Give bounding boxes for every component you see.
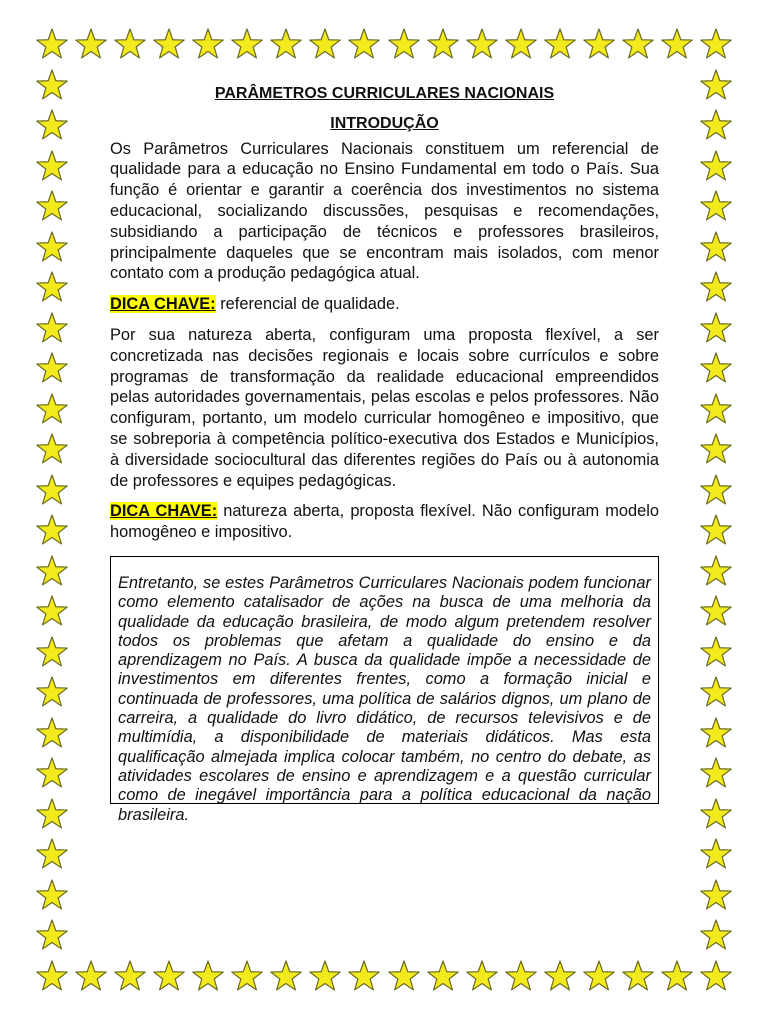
star-icon xyxy=(35,595,69,629)
star-icon xyxy=(699,676,733,710)
star-icon xyxy=(699,109,733,143)
star-icon xyxy=(699,757,733,791)
star-icon xyxy=(35,433,69,467)
star-icon xyxy=(699,514,733,548)
star-icon xyxy=(699,919,733,953)
star-icon xyxy=(699,190,733,224)
star-icon xyxy=(74,28,108,62)
star-icon xyxy=(699,28,733,62)
key-tip-label: DICA CHAVE: xyxy=(110,502,218,521)
star-icon xyxy=(35,919,69,953)
star-icon xyxy=(699,717,733,751)
star-icon xyxy=(35,798,69,832)
star-icon xyxy=(699,636,733,670)
star-icon xyxy=(347,28,381,62)
paragraph-nature: Por sua natureza aberta, configuram uma proposta flexível, a ser concretizada nas decisões regionais e locais sobre currículos e sobre programas de transformação da realidade educacional empreendidos pelas autoridades governamentais, pelas escolas e pelos professores. Não configuram, portanto, um modelo curricular homogêneo e impositivo, que se sobreporia à competência político-executiva dos Estados e Municípios, à diversidade sociocultural das diferentes regiões do País ou à autonomia de professores e equipes pedagógicas. xyxy=(110,325,659,490)
star-icon xyxy=(699,352,733,386)
star-icon xyxy=(269,28,303,62)
star-icon xyxy=(699,595,733,629)
star-icon xyxy=(699,798,733,832)
star-icon xyxy=(465,960,499,994)
star-icon xyxy=(152,28,186,62)
star-icon xyxy=(35,636,69,670)
star-icon xyxy=(35,271,69,305)
star-icon xyxy=(621,960,655,994)
star-icon xyxy=(35,352,69,386)
star-icon xyxy=(308,28,342,62)
star-icon xyxy=(699,960,733,994)
star-icon xyxy=(426,960,460,994)
star-icon xyxy=(465,28,499,62)
star-icon xyxy=(699,150,733,184)
star-icon xyxy=(35,231,69,265)
star-icon xyxy=(387,960,421,994)
star-icon xyxy=(191,960,225,994)
star-icon xyxy=(269,960,303,994)
star-icon xyxy=(35,960,69,994)
key-tip-text: referencial de qualidade. xyxy=(215,295,400,314)
quote-text: Entretanto, se estes Parâmetros Curriculares Nacionais podem funcionar como elemento catalisador de ações na busca de uma melhoria da qualidade da educação brasileira, de modo algum pretendem resolver todos os problemas que afetam a qualidade do ensino e da aprendizagem no País. A busca da qualidade impõe a necessidade de investimentos em diferentes frentes, como a formação inicial e continuada de professores, uma política de salários dignos, um plano de carreira, a qualidade do livro didático, de recursos televisivos e de multimídia, a disponibilidade de materiais didáticos. Mas esta qualificação almejada implica colocar também, no centro do debate, as atividades escolares de ensino e aprendizagem e a questão curricular como de inegável importância para a política educacional da nação brasileira. xyxy=(118,573,651,824)
star-icon xyxy=(152,960,186,994)
key-tip-label: DICA CHAVE: xyxy=(110,295,216,314)
star-icon xyxy=(387,28,421,62)
star-icon xyxy=(74,960,108,994)
star-icon xyxy=(582,960,616,994)
star-icon xyxy=(35,190,69,224)
star-icon xyxy=(699,312,733,346)
star-icon xyxy=(699,433,733,467)
star-icon xyxy=(699,555,733,589)
star-icon xyxy=(699,474,733,508)
star-icon xyxy=(699,231,733,265)
star-icon xyxy=(35,28,69,62)
star-icon xyxy=(35,150,69,184)
star-icon xyxy=(35,757,69,791)
star-icon xyxy=(543,960,577,994)
star-icon xyxy=(113,28,147,62)
star-icon xyxy=(35,474,69,508)
key-tip-2 xyxy=(110,501,659,543)
section-title: INTRODUÇÃO xyxy=(330,114,439,132)
quote-box xyxy=(110,556,659,824)
star-icon xyxy=(35,393,69,427)
star-icon xyxy=(699,271,733,305)
star-icon xyxy=(699,879,733,913)
document-content xyxy=(110,84,659,824)
key-tip-1 xyxy=(110,294,659,315)
star-icon xyxy=(660,28,694,62)
star-icon xyxy=(621,28,655,62)
star-icon xyxy=(35,555,69,589)
key-tip-text: natureza aberta, proposta flexível. Não configuram modelo homogêneo e impositivo. xyxy=(110,502,659,542)
star-icon xyxy=(699,69,733,103)
star-icon xyxy=(230,960,264,994)
star-icon xyxy=(191,28,225,62)
star-icon xyxy=(35,717,69,751)
star-icon xyxy=(308,960,342,994)
star-icon xyxy=(230,28,264,62)
star-icon xyxy=(543,28,577,62)
star-icon xyxy=(35,109,69,143)
star-icon xyxy=(347,960,381,994)
star-icon xyxy=(504,28,538,62)
star-icon xyxy=(35,69,69,103)
star-icon xyxy=(35,312,69,346)
star-icon xyxy=(113,960,147,994)
paragraph-intro: Os Parâmetros Curriculares Nacionais constituem um referencial de qualidade para a educação no Ensino Fundamental em todo o País. Sua função é orientar e garantir a coerência dos investimentos no sistema educacional, socializando discussões, pesquisas e recomendações, subsidiando a participação de técnicos e professores brasileiros, principalmente daqueles que se encontram mais isolados, com menor contato com a produção pedagógica atual. xyxy=(110,139,659,283)
star-icon xyxy=(35,514,69,548)
star-icon xyxy=(35,879,69,913)
star-icon xyxy=(426,28,460,62)
page-title: PARÂMETROS CURRICULARES NACIONAIS xyxy=(214,85,555,102)
star-icon xyxy=(35,676,69,710)
star-icon xyxy=(660,960,694,994)
star-icon xyxy=(504,960,538,994)
star-icon xyxy=(582,28,616,62)
star-icon xyxy=(699,838,733,872)
star-icon xyxy=(699,393,733,427)
star-icon xyxy=(35,838,69,872)
